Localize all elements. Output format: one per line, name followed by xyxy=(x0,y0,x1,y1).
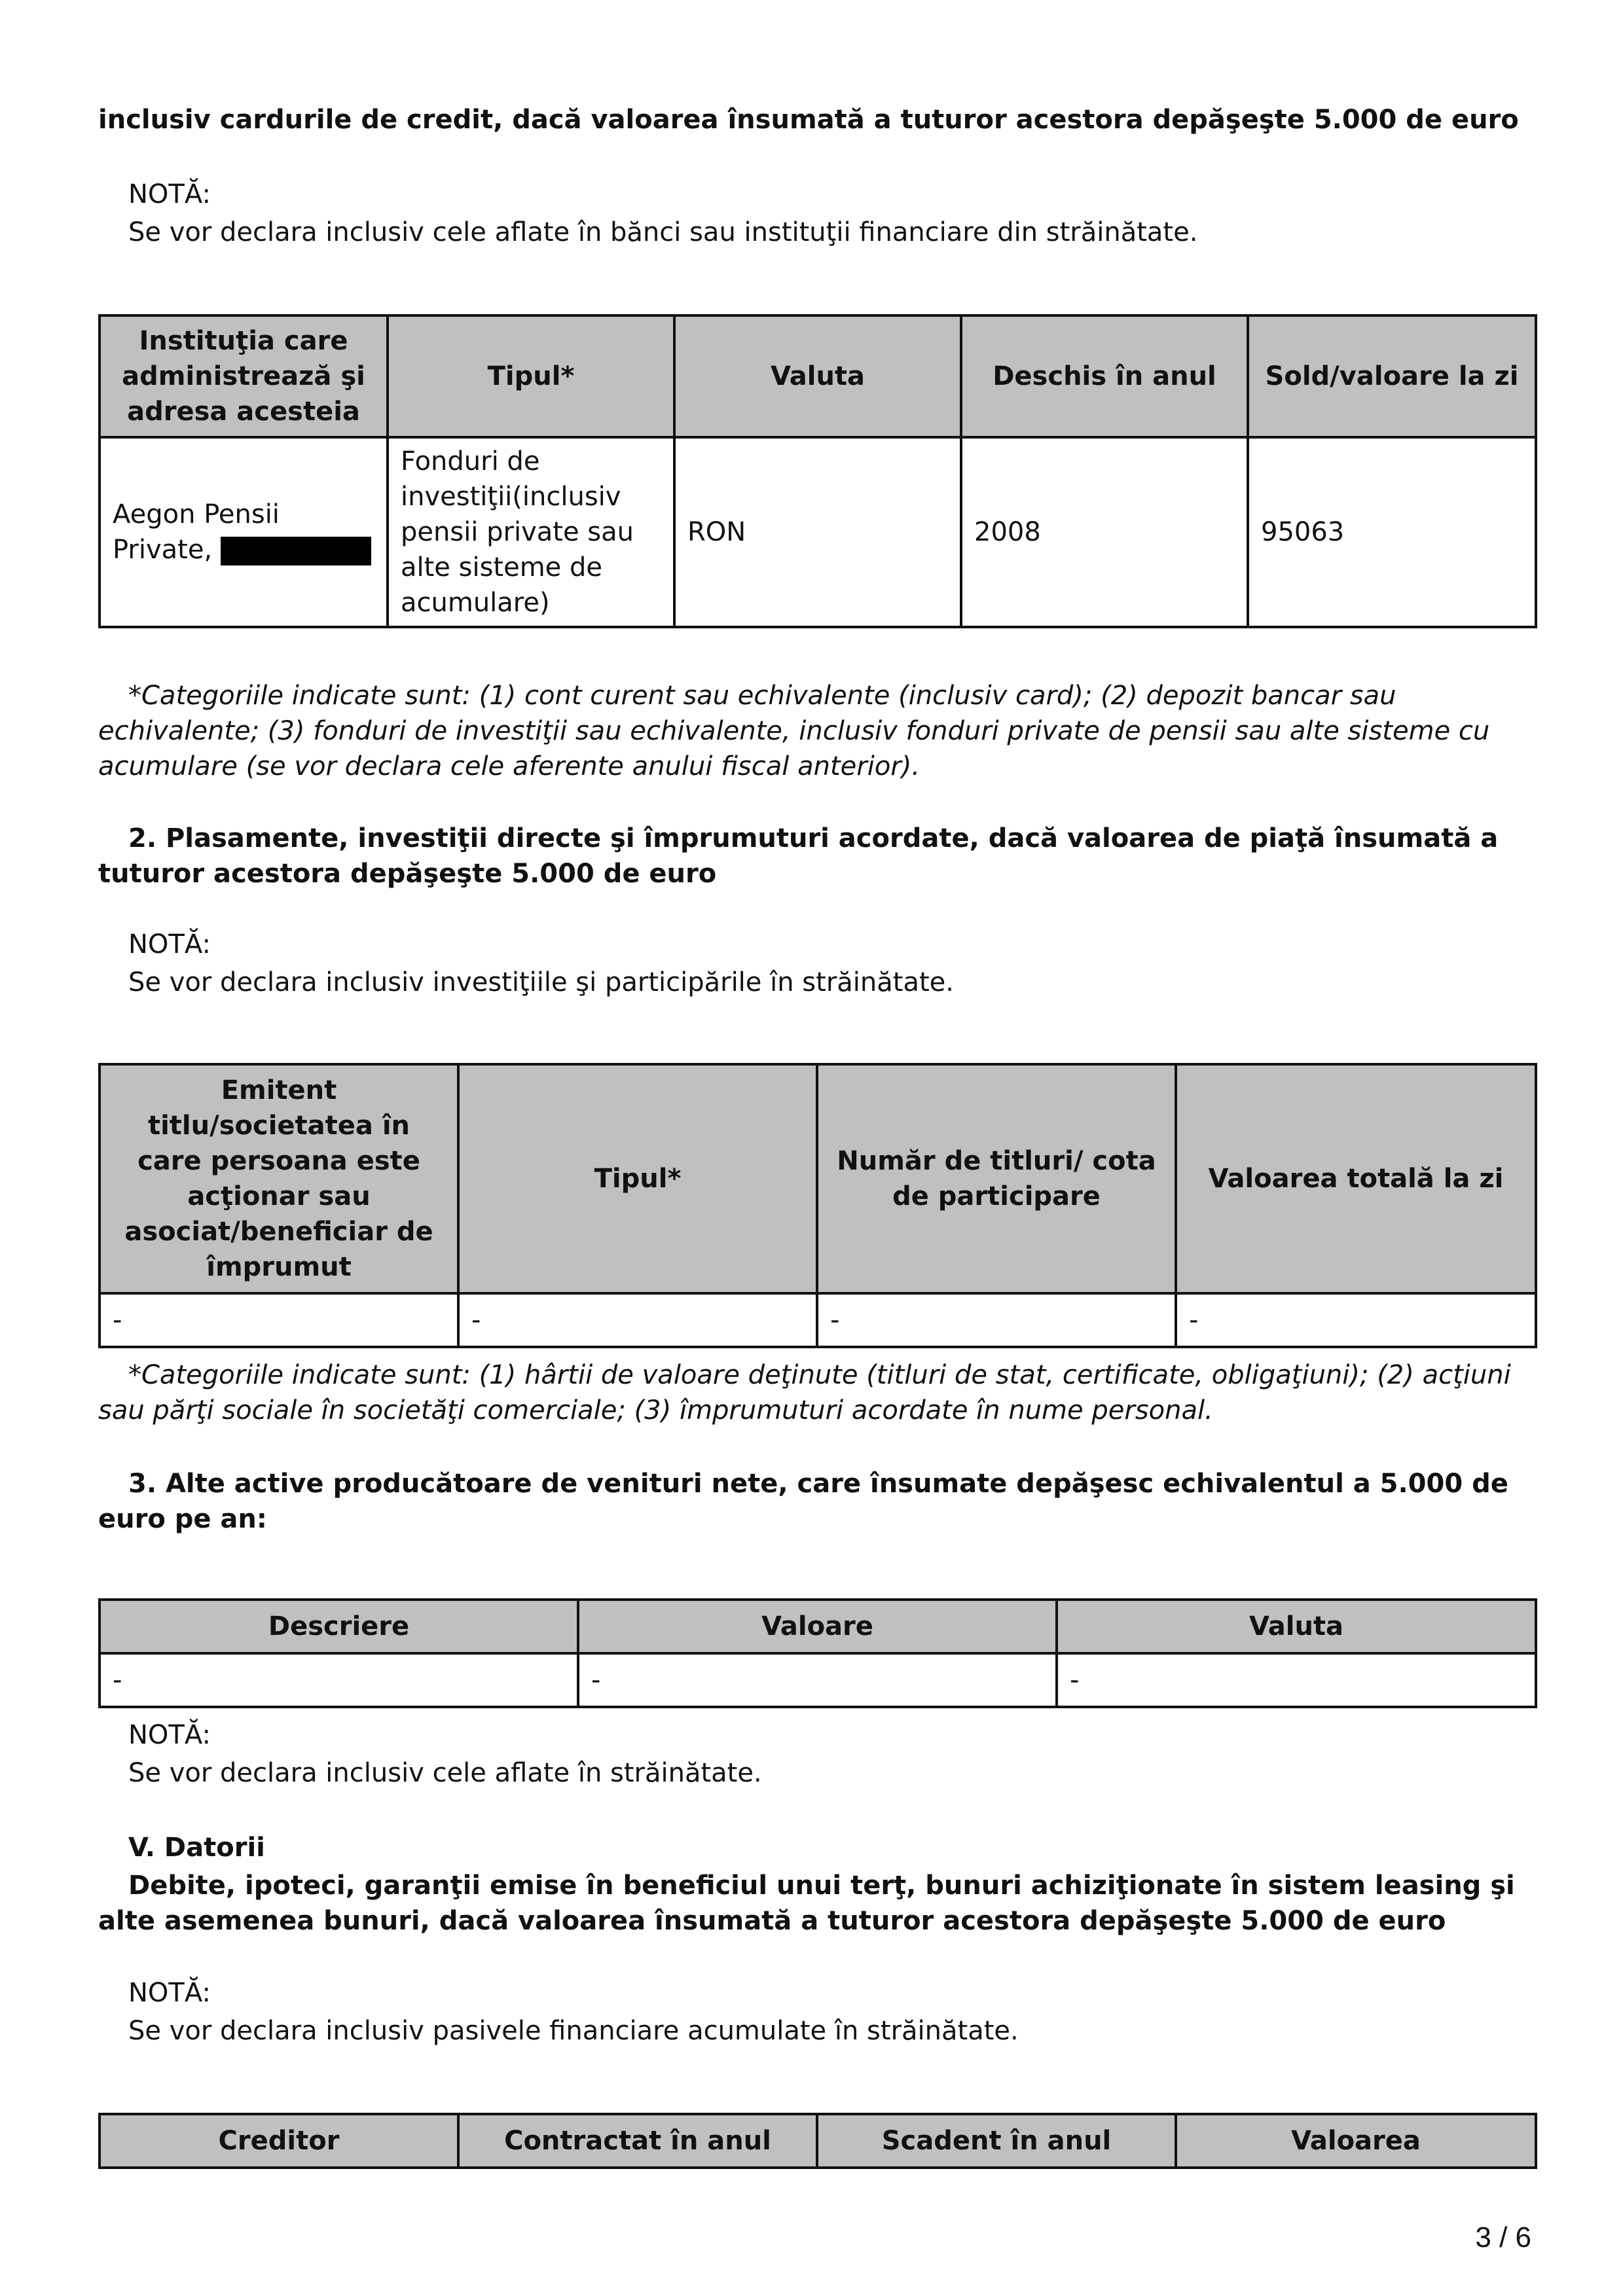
note-label: NOTĂ: xyxy=(128,179,211,209)
table-row xyxy=(100,1653,1536,1707)
column-header: Sold/valoare la zi xyxy=(1248,315,1536,437)
section-heading: 3. Alte active producătoare de venituri nete, care însumate depăşesc echivalentul a 5.000 de euro pe an: xyxy=(98,1469,1508,1534)
balance-cell: 95063 xyxy=(1248,437,1536,627)
column-header: Descriere xyxy=(100,1600,578,1653)
column-header: Instituţia care administrează şi adresa acesteia xyxy=(100,315,388,437)
table-header-row xyxy=(100,1600,1536,1653)
year-cell: 2008 xyxy=(961,437,1248,627)
table-row xyxy=(100,1293,1536,1347)
section-heading: Debite, ipoteci, garanţii emise în beneficiul unui terţ, bunuri achiziţionate în sistem leasing şi alte asemenea bunuri, dacă valoarea însumată a tuturor acestora depăşeşte 5.000 de euro xyxy=(98,1871,1515,1936)
type-cell: Fonduri de investiţii(inclusiv pensii private sau alte sisteme de acumulare) xyxy=(388,437,674,627)
column-header: Valuta xyxy=(674,315,961,437)
column-header: Tipul* xyxy=(388,315,674,437)
column-header: Valoare xyxy=(578,1600,1057,1653)
footnote: *Categoriile indicate sunt: (1) cont curent sau echivalente (inclusiv card); (2) depozit bancar sau echivalente; (3) fonduri de investiţii sau echivalente, inclusiv fonduri private de pensii sau alte sisteme cu acumulare (se vor declara cele aferente anului fiscal anterior). xyxy=(98,681,1490,781)
debts-table xyxy=(98,2113,1537,2169)
table-header-row xyxy=(100,1064,1536,1293)
table-cell: - xyxy=(817,1293,1176,1347)
column-header: Emitent titlu/societatea în care persoana este acţionar sau asociat/beneficiar de împrumut xyxy=(100,1064,458,1293)
note-label: NOTĂ: xyxy=(128,929,211,960)
page-number: 3 / 6 xyxy=(1475,2221,1531,2253)
column-header: Tipul* xyxy=(458,1064,817,1293)
table-cell: - xyxy=(578,1653,1057,1707)
table-cell: - xyxy=(1176,1293,1536,1347)
currency-cell: RON xyxy=(674,437,961,627)
table-header-row xyxy=(100,2114,1536,2168)
note-text: Se vor declara inclusiv pasivele financiare acumulate în străinătate. xyxy=(128,2016,1019,2046)
note-label: NOTĂ: xyxy=(128,1978,211,2008)
institution-cell xyxy=(100,437,388,627)
footnote: *Categoriile indicate sunt: (1) hârtii de valoare deţinute (titluri de stat, certificate, obligaţiuni); (2) acţiuni sau părţi sociale în societăţi comerciale; (3) împrumuturi acordate în nume personal. xyxy=(98,1360,1511,1426)
note-text: Se vor declara inclusiv investiţiile şi participările în străinătate. xyxy=(128,967,954,997)
note-label: NOTĂ: xyxy=(128,1720,211,1750)
table-row xyxy=(100,437,1536,627)
intro-heading: inclusiv cardurile de credit, dacă valoarea însumată a tuturor acestora depăşeşte 5.000 de euro xyxy=(98,105,1519,135)
column-header: Valuta xyxy=(1057,1600,1536,1653)
table-cell: - xyxy=(1057,1653,1536,1707)
table-cell: - xyxy=(100,1653,578,1707)
other-assets-table xyxy=(98,1598,1537,1708)
bank-accounts-table xyxy=(98,314,1537,628)
redaction-block xyxy=(221,537,371,565)
table-cell: - xyxy=(100,1293,458,1347)
column-header: Scadent în anul xyxy=(817,2114,1176,2168)
section-heading: 2. Plasamente, investiţii directe şi împrumuturi acordate, dacă valoarea de piaţă însumată a tuturor acestora depăşeşte 5.000 de euro xyxy=(98,823,1499,889)
column-header: Contractat în anul xyxy=(458,2114,817,2168)
column-header: Creditor xyxy=(100,2114,458,2168)
note-text: Se vor declara inclusiv cele aflate în străinătate. xyxy=(128,1758,762,1788)
table-cell: - xyxy=(458,1293,817,1347)
table-header-row xyxy=(100,315,1536,437)
investments-table xyxy=(98,1063,1537,1348)
note-text: Se vor declara inclusiv cele aflate în bănci sau instituţii financiare din străinătate. xyxy=(128,217,1198,247)
column-header: Deschis în anul xyxy=(961,315,1248,437)
column-header: Valoarea xyxy=(1176,2114,1536,2168)
column-header: Valoarea totală la zi xyxy=(1176,1064,1536,1293)
institution-name: Aegon Pensii Private, xyxy=(113,499,280,565)
section-title: V. Datorii xyxy=(128,1833,265,1863)
column-header: Număr de titluri/ cota de participare xyxy=(817,1064,1176,1293)
